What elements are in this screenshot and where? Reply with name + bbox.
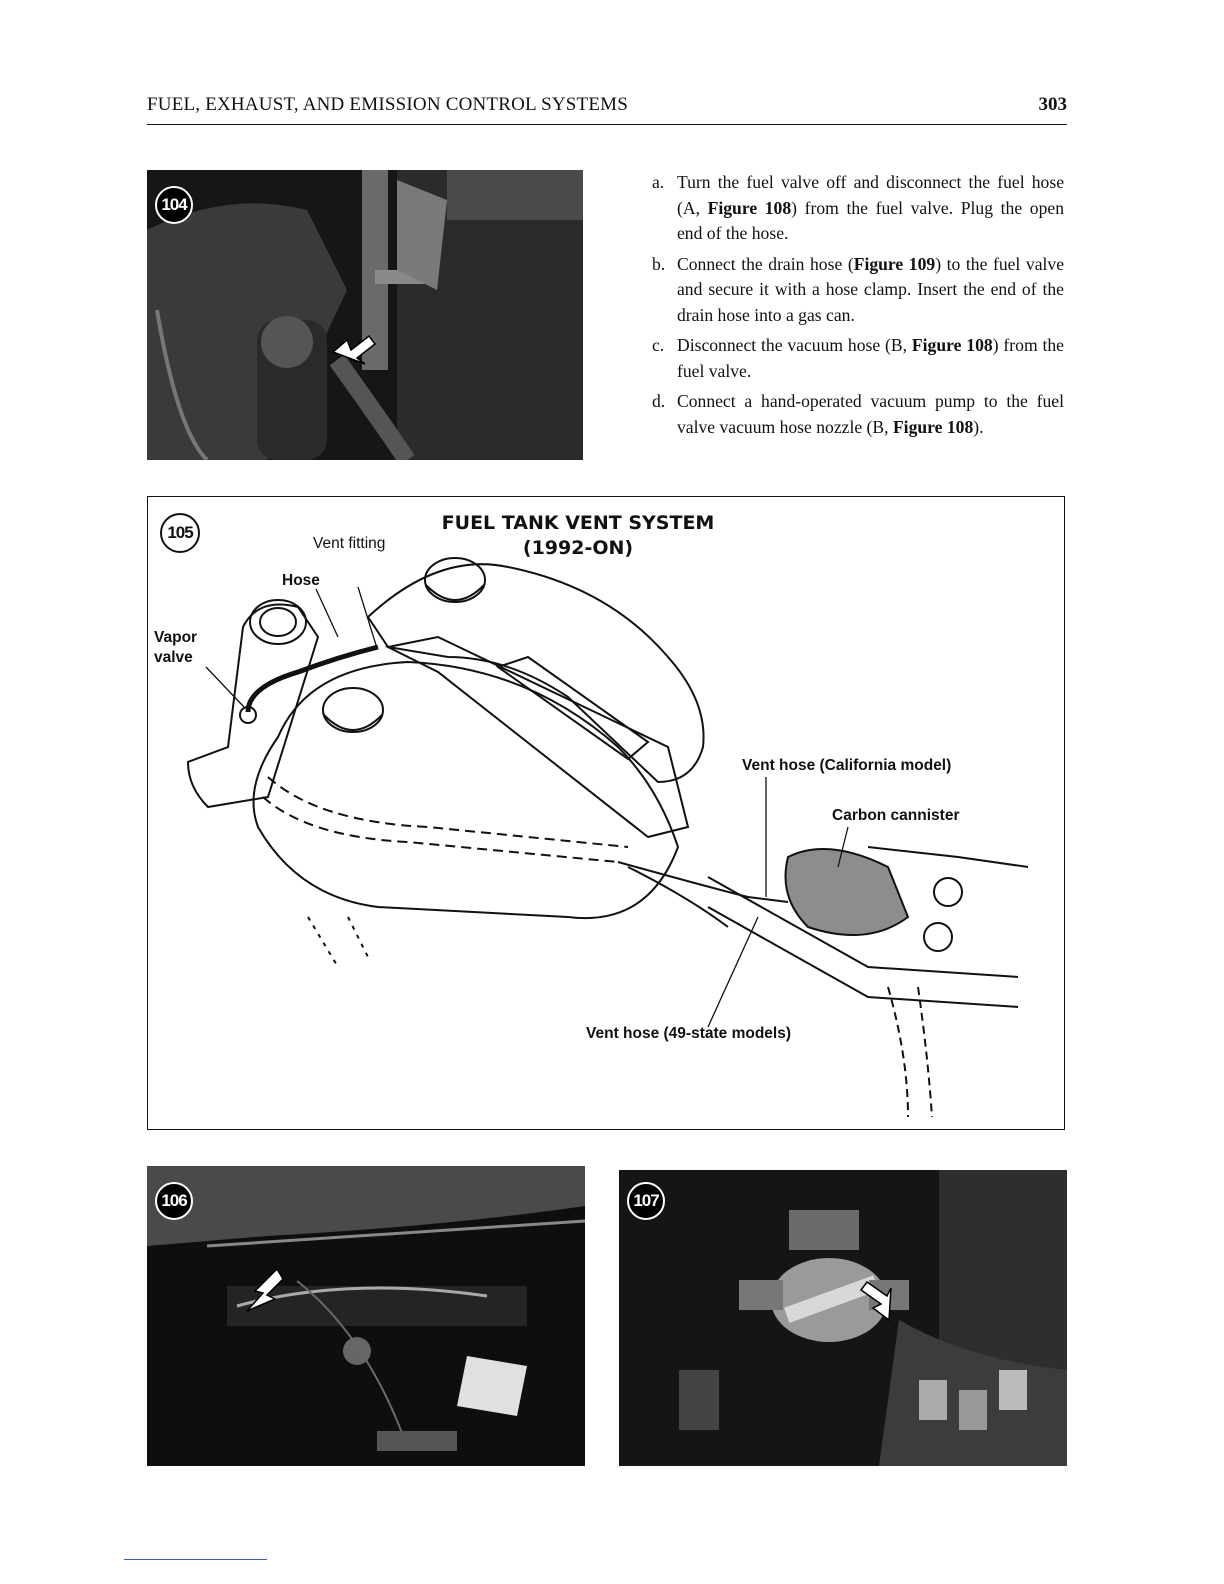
step-label: b.	[652, 253, 666, 274]
figure-106-badge: 106	[155, 1182, 193, 1220]
figure-107-photo	[619, 1170, 1067, 1466]
label-hose: Hose	[282, 572, 320, 589]
page-number: 303	[1038, 94, 1067, 115]
figure-106-image	[147, 1166, 585, 1466]
step-item: a. Turn the fuel valve off and disconnect the fuel hose (A, Figure 108) from the fuel valve. Plug the open end of the hose.	[652, 172, 1064, 243]
label-vapor-valve-2: valve	[154, 649, 193, 666]
procedure-steps	[652, 170, 1064, 445]
front-fuel-cap	[323, 688, 383, 732]
diagram-title-line1: FUEL TANK VENT SYSTEM	[441, 512, 715, 534]
frame-bolt	[934, 878, 962, 906]
step-label: c.	[652, 335, 665, 355]
figure-105-diagram	[147, 496, 1065, 1130]
step-label: a.	[652, 172, 665, 192]
carbon-canister-shape	[786, 849, 909, 935]
figure-107-image	[619, 1170, 1067, 1466]
figure-104-badge: 104	[155, 186, 193, 224]
section-title: FUEL, EXHAUST, AND EMISSION CONTROL SYSTEMS	[147, 94, 628, 115]
label-carbon-canister: Carbon cannister	[832, 807, 960, 824]
footer-rule	[124, 1559, 267, 1560]
figure-107-badge: 107	[627, 1182, 665, 1220]
step-item: c. Disconnect the vacuum hose (B, Figure 108) from the fuel valve.	[652, 335, 1064, 381]
label-vent-hose-california: Vent hose (California model)	[742, 757, 952, 774]
figure-104-photo	[147, 170, 583, 460]
front-tank-half	[254, 662, 679, 918]
label-vent-fitting: Vent fitting	[313, 535, 386, 552]
figure-105-badge: 105	[160, 513, 200, 553]
figure-104-image	[147, 170, 583, 460]
figure-106-photo	[147, 1166, 585, 1466]
label-vent-hose-49-state: Vent hose (49-state models)	[586, 1025, 792, 1042]
step-label: d.	[652, 391, 666, 411]
step-item: b. Connect the drain hose (Figure 109) to the fuel valve and secure it with a hose clamp. Insert the end of the drain hose into a gas can.	[652, 253, 1065, 325]
diagram-title-line2: (1992-ON)	[522, 537, 634, 559]
page-header	[147, 94, 1067, 125]
step-item: d. Connect a hand-operated vacuum pump to the fuel valve vacuum hose nozzle (B, Figure 108).	[652, 391, 1064, 437]
frame-bolt	[924, 923, 952, 951]
rear-fuel-cap	[425, 558, 485, 602]
label-vapor-valve-1: Vapor	[154, 629, 198, 646]
neck-opening	[250, 600, 306, 644]
